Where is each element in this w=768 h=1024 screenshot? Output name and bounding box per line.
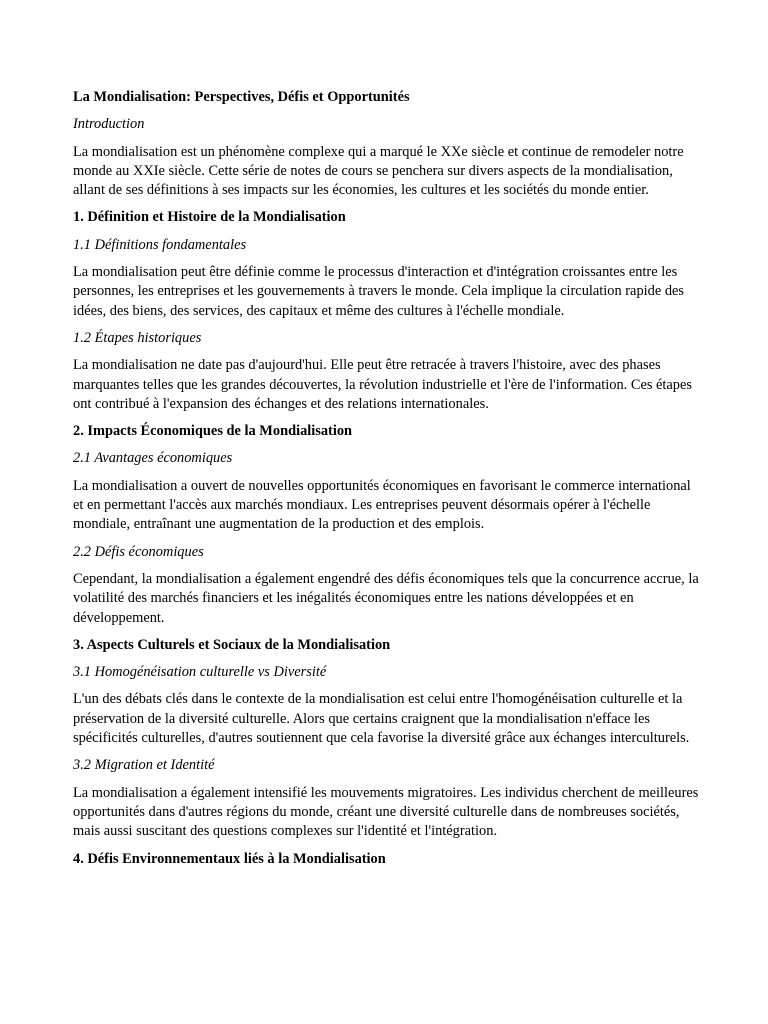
subsection-3-2-heading: 3.2 Migration et Identité (73, 757, 215, 774)
subsection-1-1-paragraph: La mondialisation peut être définie comme le processus d'interaction et d'intégration croissantes entre les personnes, les entreprises et les gouvernements à travers le monde. Cela implique la circulation rapide des idées, des biens, des services, des capitaux et même des cultures à l'échelle mondiale. (73, 264, 684, 319)
intro-paragraph: La mondialisation est un phénomène complexe qui a marqué le XXe siècle et continue de remodeler notre monde au XXIe siècle. Cette série de notes de cours se penchera sur divers aspects de la mondialisation, allant de ses définitions à ses impacts sur les économies, les cultures et les sociétés du monde entier. (73, 143, 684, 199)
section-1-heading: 1. Définition et Histoire de la Mondialisation (73, 209, 346, 226)
subsection-3-1-paragraph: L'un des débats clés dans le contexte de la mondialisation est celui entre l'homogénéisation culturelle et la préservation de la diversité culturelle. Alors que certains craignent que la mondialisation n'efface les spécificités culturelles, d'autres soutiennent que cela favorise la diversité grâce aux échanges interculturels. (73, 691, 690, 747)
subsection-3-2-paragraph: La mondialisation a également intensifié les mouvements migratoires. Les individus cherchent de meilleures opportunités dans d'autres régions du monde, créant une diversité culturelle dans de nombreuses sociétés, mais aussi suscitant des questions complexes sur l'identité et l'intégration. (73, 784, 699, 840)
section-4-heading: 4. Défis Environnementaux liés à la Mondialisation (73, 850, 386, 867)
subsection-2-2-paragraph: Cependant, la mondialisation a également engendré des défis économiques tels que la concurrence accrue, la volatilité des marchés financiers et les inégalités économiques entre les nations développées et en développement. (73, 570, 699, 626)
document-page (73, 88, 703, 877)
document-title: La Mondialisation: Perspectives, Défis et Opportunités (73, 89, 410, 105)
subsection-2-1-heading: 2.1 Avantages économiques (73, 450, 233, 467)
subsection-2-2-heading: 2.2 Défis économiques (73, 543, 204, 560)
subsection-3-1-heading: 3.1 Homogénéisation culturelle vs Diversité (73, 664, 327, 681)
subsection-1-2-heading: 1.2 Étapes historiques (73, 329, 202, 346)
section-2-heading: 2. Impacts Économiques de la Mondialisation (73, 423, 353, 440)
subsection-1-1-heading: 1.1 Définitions fondamentales (73, 236, 247, 253)
intro-heading: Introduction (73, 116, 145, 133)
subsection-2-1-paragraph: La mondialisation a ouvert de nouvelles opportunités économiques en favorisant le commerce international et en permettant l'accès aux marchés mondiaux. Les entreprises peuvent désormais opérer à l'échelle mondiale, entraînant une augmentation de la production et des emplois. (73, 477, 691, 533)
section-3-heading: 3. Aspects Culturels et Sociaux de la Mondialisation (73, 636, 391, 653)
subsection-1-2-paragraph: La mondialisation ne date pas d'aujourd'hui. Elle peut être retracée à travers l'histoire, avec des phases marquantes telles que les grandes découvertes, la révolution industrielle et l'ère de l'information. Ces étapes ont contribué à l'expansion des échanges et des relations internationales. (73, 357, 692, 412)
